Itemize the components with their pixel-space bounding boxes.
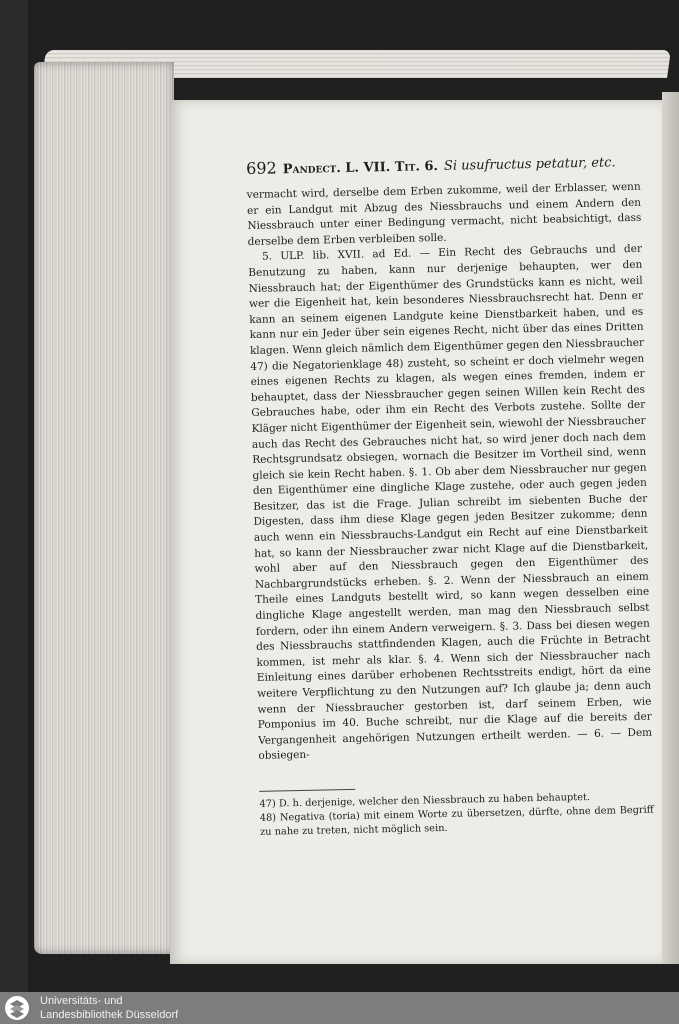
footer-bar xyxy=(0,992,679,1024)
main-text xyxy=(247,180,653,765)
library-logo-icon[interactable] xyxy=(4,995,30,1021)
footnote: 47) D. h. derjenige, welcher den Niessbrauch zu haben behauptet. xyxy=(259,791,591,810)
book-page-edges xyxy=(34,62,174,954)
running-head-subtitle: Si usufructus petatur, etc. xyxy=(443,155,616,174)
running-head-title: Pandect. L. VII. Tit. 6. xyxy=(282,158,439,178)
paragraph: 5. ULP. lib. XVII. ad Ed. — Ein Recht des Gebrauchs und der Benutzung zu haben, kann nur derjenige behaupten, wer den Niessbrauch hat; der Eigenthümer des Grundstücks kann es nicht, weil wer die Eigenheit hat, kein besonderes Niessbrauchsrecht hat. Denn er kann an seinem eigenen Landgute keine Dienstbarkeit haben, und es kann nur ein Jeder über sein eigenes Recht, nicht über das eines Dritten klagen. Wenn gleich nämlich dem Eigenthümer gegen den Niessbraucher 47) die Negatorienklage 48) zusteht, so scheint er doch vielmehr wegen eines eigenen Rechts zu klagen, als wegen eines fremden, indem er behauptet, dass der Niessbraucher gegen seinen Willen kein Recht des Gebrauches habe, oder ihm ein Recht des Verbots zustehe. Sollte der Kläger nicht Eigenthümer der Eigenheit sein, wiewohl der Niessbraucher auch das Recht des Gebrauches nicht hat, so wird jener doch nach dem Rechtsgrundsatz obsiegen, wornach die Besitzer im Vortheil sind, wenn gleich sie kein Recht haben. §. 1. Ob aber dem Niessbraucher nur gegen den Eigenthümer eine dingliche Klage zustehe, oder auch gegen jeden Besitzer, das ist die Frage. Julian schreibt im siebenten Buche der Digesten, dass ihm diese Klage gegen jeden Besitzer zukomme; denn auch wenn ein Niessbrauchs-Landgut ein Recht auf eine Dienstbarkeit hat, so kann der Niessbraucher zwar nicht Klage auf die Dienstbarkeit, wohl aber auf den Niessbrauch gegen den Eigenthümer des Nachbargrundstücks erheben. §. 2. Wenn der Niessbrauch an einem Theile eines Landguts bestellt wird, so kann wegen desselben eine dingliche Klage angestellt werden, man mag den Niessbrauch selbst fordern, oder ihn einem Andern verweigern. §. 3. Dass bei diesen wegen des Niessbrauchs stattfindenden Klagen, auch die Früchte in Betracht kommen, ist mehr als klar. §. 4. Wenn sich der Niessbraucher nach Einleitung eines darüber erhobenen Rechtsstreits endigt, hört da eine weitere Verpflichtung zu den Nutzungen auf? Ich glaube ja; denn auch wenn der Niessbraucher gestorben ist, darf seinem Erben, wie Pomponius im 40. Buche schreibt, nur die Klage auf die bereits der Vergangenheit angehörigen Nutzungen ertheilt werden. — 6. — Dem obsiegen- xyxy=(248,243,653,763)
scan-left-margin xyxy=(0,0,28,992)
footnote: 48) Negativa (toria) mit einem Worte zu übersetzen, dürfte, ohne dem Begriff zu nahe zu treten, nicht möglich sein. xyxy=(259,804,654,838)
paragraph: vermacht wird, derselbe dem Erben zukomme, weil der Erblasser, wenn er ein Landgut mit Abzug des Niessbrauchs und einem Andern den Niessbrauch unter einer Bedingung vermacht, nicht beabsichtigt, dass derselbe dem Erben verbleiben solle. xyxy=(246,180,642,248)
page-text-block xyxy=(246,152,654,840)
library-name[interactable] xyxy=(40,994,178,1022)
library-name-line1: Universitäts- und xyxy=(40,995,123,1007)
library-name-line2: Landesbibliothek Düsseldorf xyxy=(40,1009,179,1021)
footnote-separator xyxy=(259,789,355,792)
page-number: 692 xyxy=(245,158,277,178)
footnotes xyxy=(259,790,654,840)
book-right-edge xyxy=(662,92,679,964)
